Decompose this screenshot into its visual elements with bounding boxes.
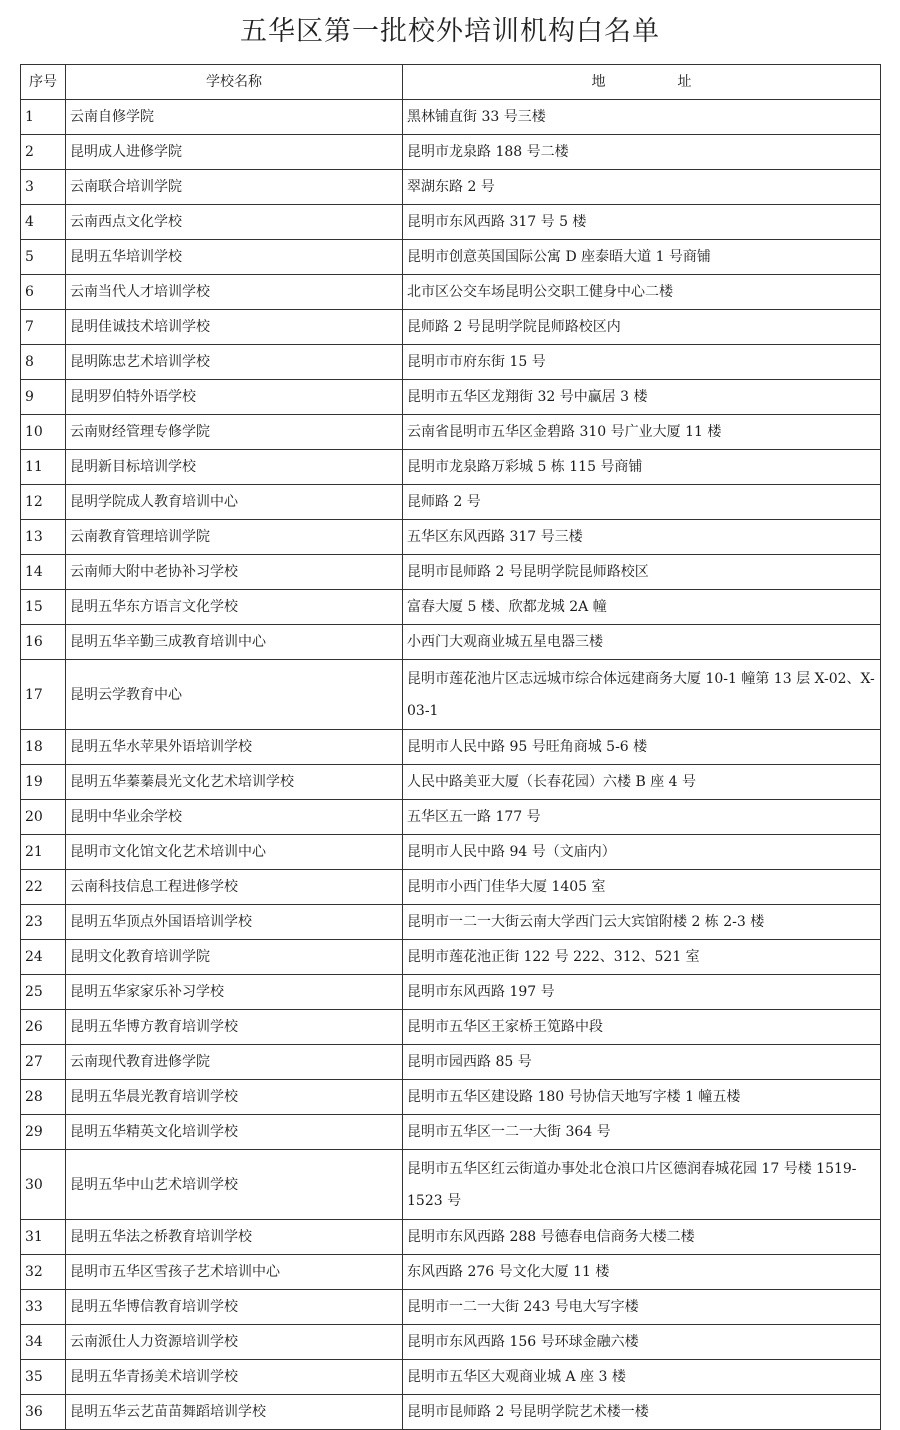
school-name-cell: 昆明五华博信教育培训学校 — [66, 1290, 403, 1325]
address-cell: 昆明市龙泉路万彩城 5 栋 115 号商铺 — [403, 450, 881, 485]
school-name-cell: 云南当代人才培训学校 — [66, 275, 403, 310]
table-row — [21, 975, 881, 1010]
school-name-cell: 昆明市文化馆文化艺术培训中心 — [66, 835, 403, 870]
row-index-cell: 5 — [21, 240, 66, 275]
table-row — [21, 800, 881, 835]
school-name-cell: 昆明云学教育中心 — [66, 660, 403, 730]
address-cell: 昆明市东风西路 156 号环球金融六楼 — [403, 1325, 881, 1360]
table-row — [21, 135, 881, 170]
school-name-cell: 昆明成人进修学院 — [66, 135, 403, 170]
address-cell: 昆明市东风西路 197 号 — [403, 975, 881, 1010]
school-name-cell: 昆明五华培训学校 — [66, 240, 403, 275]
row-index-cell: 27 — [21, 1045, 66, 1080]
address-cell: 昆师路 2 号 — [403, 485, 881, 520]
school-name-cell: 云南财经管理专修学院 — [66, 415, 403, 450]
row-index-cell: 36 — [21, 1395, 66, 1430]
row-index-cell: 12 — [21, 485, 66, 520]
address-cell: 云南省昆明市五华区金碧路 310 号广业大厦 11 楼 — [403, 415, 881, 450]
row-index-cell: 34 — [21, 1325, 66, 1360]
table-row — [21, 625, 881, 660]
school-name-cell: 昆明五华法之桥教育培训学校 — [66, 1220, 403, 1255]
address-cell: 昆明市创意英国国际公寓 D 座泰晤大道 1 号商铺 — [403, 240, 881, 275]
row-index-cell: 9 — [21, 380, 66, 415]
header-address — [403, 65, 881, 100]
address-cell: 富春大厦 5 楼、欣都龙城 2A 幢 — [403, 590, 881, 625]
address-cell: 东风西路 276 号文化大厦 11 楼 — [403, 1255, 881, 1290]
address-cell: 小西门大观商业城五星电器三楼 — [403, 625, 881, 660]
address-cell: 昆明市市府东街 15 号 — [403, 345, 881, 380]
school-name-cell: 昆明佳诚技术培训学校 — [66, 310, 403, 345]
row-index-cell: 18 — [21, 730, 66, 765]
table-row — [21, 310, 881, 345]
row-index-cell: 4 — [21, 205, 66, 240]
address-cell: 北市区公交车场昆明公交职工健身中心二楼 — [403, 275, 881, 310]
address-cell: 五华区东风西路 317 号三楼 — [403, 520, 881, 555]
school-name-cell: 昆明五华蓁蓁晨光文化艺术培训学校 — [66, 765, 403, 800]
row-index-cell: 25 — [21, 975, 66, 1010]
school-name-cell: 昆明五华家家乐补习学校 — [66, 975, 403, 1010]
header-school-name: 学校名称 — [66, 65, 403, 100]
row-index-cell: 26 — [21, 1010, 66, 1045]
table-row — [21, 765, 881, 800]
school-name-cell: 昆明五华青扬美术培训学校 — [66, 1360, 403, 1395]
table-row — [21, 380, 881, 415]
school-name-cell: 昆明五华中山艺术培训学校 — [66, 1150, 403, 1220]
table-row — [21, 1045, 881, 1080]
address-cell: 昆明市一二一大街云南大学西门云大宾馆附楼 2 栋 2-3 楼 — [403, 905, 881, 940]
row-index-cell: 16 — [21, 625, 66, 660]
address-cell: 翠湖东路 2 号 — [403, 170, 881, 205]
address-cell: 昆明市人民中路 95 号旺角商城 5-6 楼 — [403, 730, 881, 765]
table-row — [21, 100, 881, 135]
address-cell: 昆明市五华区大观商业城 A 座 3 楼 — [403, 1360, 881, 1395]
table-row — [21, 1360, 881, 1395]
row-index-cell: 8 — [21, 345, 66, 380]
school-name-cell: 云南西点文化学校 — [66, 205, 403, 240]
row-index-cell: 30 — [21, 1150, 66, 1220]
school-name-cell: 昆明五华云艺苗苗舞蹈培训学校 — [66, 1395, 403, 1430]
row-index-cell: 10 — [21, 415, 66, 450]
row-index-cell: 33 — [21, 1290, 66, 1325]
table-row — [21, 940, 881, 975]
page-title: 五华区第一批校外培训机构白名单 — [240, 16, 660, 47]
school-name-cell: 云南自修学院 — [66, 100, 403, 135]
header-address-right: 址 — [677, 74, 692, 90]
table-row — [21, 590, 881, 625]
table-row — [21, 1080, 881, 1115]
school-name-cell: 云南联合培训学院 — [66, 170, 403, 205]
school-name-cell: 昆明罗伯特外语学校 — [66, 380, 403, 415]
table-row — [21, 520, 881, 555]
table-header-row — [21, 65, 881, 100]
address-cell: 昆明市五华区红云街道办事处北仓浪口片区德润春城花园 17 号楼 1519-1523 号 — [403, 1150, 881, 1220]
address-cell: 昆明市莲花池片区志远城市综合体远建商务大厦 10-1 幢第 13 层 X-02、X-03-1 — [403, 660, 881, 730]
row-index-cell: 21 — [21, 835, 66, 870]
row-index-cell: 3 — [21, 170, 66, 205]
header-address-left: 地 — [591, 74, 606, 90]
address-cell: 黑林铺直街 33 号三楼 — [403, 100, 881, 135]
address-cell: 昆师路 2 号昆明学院昆师路校区内 — [403, 310, 881, 345]
address-cell: 人民中路美亚大厦（长春花园）六楼 B 座 4 号 — [403, 765, 881, 800]
row-index-cell: 17 — [21, 660, 66, 730]
table-row — [21, 415, 881, 450]
table-row — [21, 1255, 881, 1290]
table-row — [21, 835, 881, 870]
address-cell: 昆明市一二一大街 243 号电大写字楼 — [403, 1290, 881, 1325]
school-name-cell: 昆明市五华区雪孩子艺术培训中心 — [66, 1255, 403, 1290]
school-name-cell: 昆明五华顶点外国语培训学校 — [66, 905, 403, 940]
row-index-cell: 20 — [21, 800, 66, 835]
table-row — [21, 1325, 881, 1360]
row-index-cell: 35 — [21, 1360, 66, 1395]
table-row — [21, 205, 881, 240]
address-cell: 昆明市小西门佳华大厦 1405 室 — [403, 870, 881, 905]
school-name-cell: 昆明五华水苹果外语培训学校 — [66, 730, 403, 765]
school-name-cell: 云南现代教育进修学院 — [66, 1045, 403, 1080]
table-row — [21, 1115, 881, 1150]
address-cell: 昆明市五华区一二一大街 364 号 — [403, 1115, 881, 1150]
table-body — [21, 100, 881, 1430]
school-name-cell: 云南科技信息工程进修学校 — [66, 870, 403, 905]
row-index-cell: 11 — [21, 450, 66, 485]
table-row — [21, 170, 881, 205]
table-row — [21, 275, 881, 310]
school-name-cell: 云南师大附中老协补习学校 — [66, 555, 403, 590]
address-cell: 昆明市龙泉路 188 号二楼 — [403, 135, 881, 170]
row-index-cell: 7 — [21, 310, 66, 345]
address-cell: 昆明市莲花池正街 122 号 222、312、521 室 — [403, 940, 881, 975]
address-cell: 昆明市东风西路 288 号德春电信商务大楼二楼 — [403, 1220, 881, 1255]
school-name-cell: 昆明学院成人教育培训中心 — [66, 485, 403, 520]
table-row — [21, 555, 881, 590]
table-row — [21, 240, 881, 275]
address-cell: 昆明市园西路 85 号 — [403, 1045, 881, 1080]
school-name-cell: 昆明五华博方教育培训学校 — [66, 1010, 403, 1045]
table-row — [21, 870, 881, 905]
table-row — [21, 1395, 881, 1430]
address-cell: 昆明市五华区龙翔街 32 号中赢居 3 楼 — [403, 380, 881, 415]
school-name-cell: 昆明五华精英文化培训学校 — [66, 1115, 403, 1150]
table-row — [21, 905, 881, 940]
table-row — [21, 485, 881, 520]
table-row — [21, 1150, 881, 1220]
address-cell: 昆明市五华区建设路 180 号协信天地写字楼 1 幢五楼 — [403, 1080, 881, 1115]
table-row — [21, 730, 881, 765]
table-row — [21, 660, 881, 730]
address-cell: 昆明市东风西路 317 号 5 楼 — [403, 205, 881, 240]
table-row — [21, 450, 881, 485]
row-index-cell: 6 — [21, 275, 66, 310]
school-name-cell: 云南教育管理培训学院 — [66, 520, 403, 555]
row-index-cell: 13 — [21, 520, 66, 555]
row-index-cell: 2 — [21, 135, 66, 170]
row-index-cell: 23 — [21, 905, 66, 940]
row-index-cell: 14 — [21, 555, 66, 590]
school-name-cell: 昆明文化教育培训学院 — [66, 940, 403, 975]
address-cell: 昆明市人民中路 94 号（文庙内） — [403, 835, 881, 870]
table-row — [21, 1220, 881, 1255]
whitelist-table — [20, 64, 881, 1430]
school-name-cell: 昆明中华业余学校 — [66, 800, 403, 835]
row-index-cell: 15 — [21, 590, 66, 625]
school-name-cell: 昆明五华晨光教育培训学校 — [66, 1080, 403, 1115]
row-index-cell: 32 — [21, 1255, 66, 1290]
row-index-cell: 24 — [21, 940, 66, 975]
table-row — [21, 345, 881, 380]
row-index-cell: 31 — [21, 1220, 66, 1255]
school-name-cell: 昆明五华东方语言文化学校 — [66, 590, 403, 625]
row-index-cell: 28 — [21, 1080, 66, 1115]
row-index-cell: 1 — [21, 100, 66, 135]
address-cell: 昆明市昆师路 2 号昆明学院艺术楼一楼 — [403, 1395, 881, 1430]
table-row — [21, 1010, 881, 1045]
table-row — [21, 1290, 881, 1325]
school-name-cell: 昆明新目标培训学校 — [66, 450, 403, 485]
row-index-cell: 22 — [21, 870, 66, 905]
address-cell: 昆明市五华区王家桥王笕路中段 — [403, 1010, 881, 1045]
school-name-cell: 昆明陈忠艺术培训学校 — [66, 345, 403, 380]
header-index: 序号 — [21, 65, 66, 100]
school-name-cell: 云南派仕人力资源培训学校 — [66, 1325, 403, 1360]
address-cell: 昆明市昆师路 2 号昆明学院昆师路校区 — [403, 555, 881, 590]
address-cell: 五华区五一路 177 号 — [403, 800, 881, 835]
school-name-cell: 昆明五华辛勤三成教育培训中心 — [66, 625, 403, 660]
row-index-cell: 29 — [21, 1115, 66, 1150]
row-index-cell: 19 — [21, 765, 66, 800]
